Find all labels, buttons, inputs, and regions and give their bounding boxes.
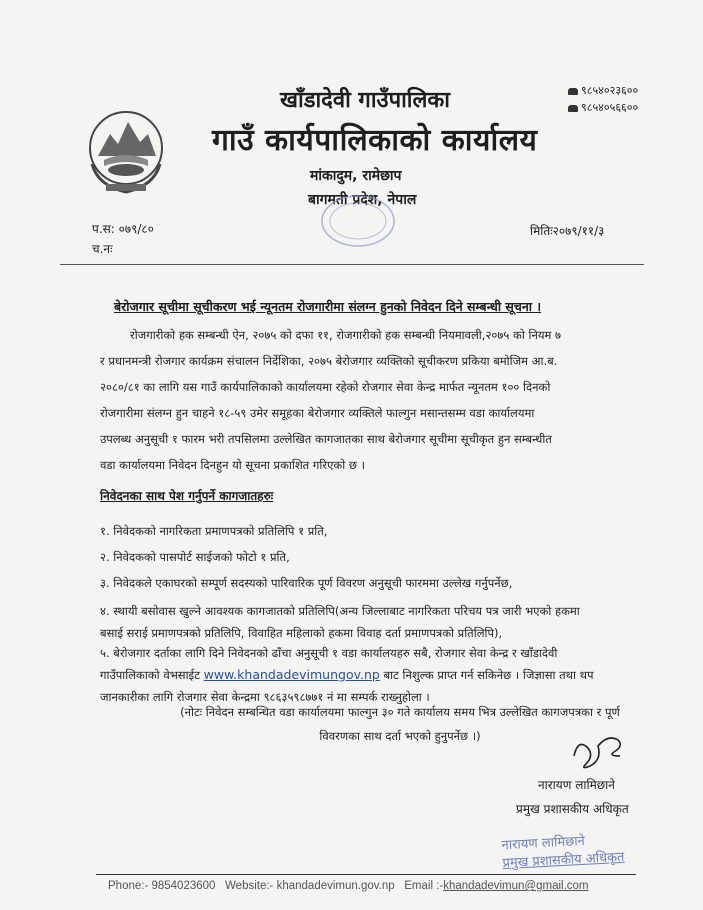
signatory-title: प्रमुख प्रशासकीय अधिकृत <box>516 802 629 816</box>
requirement-item-5: ५. बेरोजगार दर्ताका लागि दिने निवेदनको ढाँचा अनुसूची १ वडा कार्यालयहरु सबै, रोजगार सेवा केन्द्र र खाँडादेवी गाउँपालिकाको वेभसाईट www.khandadevimungov.np बाट निशुल्क प्राप्त गर्न सकिनेछ । जिज्ञासा तथा थप जानकारीका लागि रोजगार सेवा केन्द्रमा ९८६३५९८७७१ नं मा सम्पर्क राख्नुहोला । <box>100 646 594 704</box>
telephone-icon <box>568 88 578 95</box>
phone-number-1: ९८५४०२३६०० <box>568 82 638 99</box>
notice-line: २०८०/८१ का लागि यस गाउँ कार्यपालिकाको कार्यालयमा रहेको रोजगार सेवा केन्द्र मार्फत न्यूनतम १०० दिनको <box>100 380 551 394</box>
requirement-item-2: २. निवेदकको पासपोर्ट साईजको फोटो १ प्रति, <box>100 550 290 564</box>
signatory-name: नारायण लामिछाने <box>538 778 615 792</box>
phone-numbers <box>568 82 638 116</box>
reference-number: प.स: ०७९/८० <box>92 222 154 236</box>
footer-phone: Phone:- 9854023600 <box>108 880 216 892</box>
dispatch-number: च.नः <box>92 242 113 256</box>
nepal-government-emblem-icon <box>84 104 168 200</box>
address-line2: बागमती प्रदेश, नेपाल <box>308 192 417 208</box>
notice-line: वडा कार्यालयमा निवेदन दिनहुन यो सूचना प्रकाशित गरिएको छ । <box>100 458 365 472</box>
requirement-item-3: ३. निवेदकले एकाघरको सम्पूर्ण सदस्यको पारिवारिक पूर्ण विवरण अनुसूची फारममा उल्लेख गर्नुपर्नेछ, <box>100 576 513 590</box>
requirements-title: निवेदनका साथ पेश गर्नुपर्ने कागजातहरुः <box>100 489 274 503</box>
signature-icon <box>568 726 628 774</box>
footer-divider <box>96 874 636 875</box>
requirement-item-1: १. निवेदकको नागरिकता प्रमाणपत्रको प्रतिलिपि १ प्रति, <box>100 524 328 538</box>
notice-line: रोजगारीको हक सम्बन्धी ऐन, २०७५ को दफा ११, रोजगारीको हक सम्बन्धी नियमावली,२०७५ को नियम ७ <box>130 328 562 342</box>
requirement-item-4: ४. स्थायी बसोवास खुल्ने आवश्यक कागजातको प्रतिलिपि(अन्य जिल्लाबाट नागरिकता परिचय पत्र जारी भएको हकमा बसाई सराई प्रमाणपत्रको प्रतिलिपि, विवाहित महिलाको हकमा विवाह दर्ता प्रमाणपत्रको प्रतिलिपि), <box>100 604 580 640</box>
footer-email-label: Email :- <box>404 880 444 892</box>
signatory-stamp: नारायण लामिछाने प्रमुख प्रशासकीय अधिकृत <box>501 833 625 872</box>
telephone-icon <box>568 105 578 112</box>
notice-body <box>100 322 645 478</box>
header-divider <box>60 264 644 265</box>
phone-number-2: ९८५४०५६६०० <box>568 99 638 116</box>
notice-title: बेरोजगार सूचीमा सूचीकरण भई न्यूनतम रोजगारीमा संलग्न हुनको निवेदन दिने सम्बन्धी सूचना । <box>114 299 542 314</box>
municipality-name: खाँडादेवी गाउँपालिका <box>280 88 450 113</box>
office-seal-icon <box>318 192 398 250</box>
footer-website[interactable]: Website:- khandadevimun.gov.np <box>225 880 395 892</box>
footer-email[interactable]: khandadevimun@gmail.com <box>443 880 589 892</box>
notice-line: उपलब्ध अनुसूची १ फारम भरी तपसिलमा उल्लेखित कागजातका साथ बेरोजगार सूचीमा सूचीकृत हुन सम्बन्धीत <box>100 432 552 446</box>
letter-date: मितिः२०७९/११/३ <box>530 224 605 238</box>
website-link[interactable]: www.khandadevimungov.np <box>203 667 380 682</box>
notice-line: र प्रधानमन्त्री रोजगार कार्यक्रम संचालन निर्देशिका, २०७५ बेरोजगार व्यक्तिको सूचीकरण प्रकिया बमोजिम आ.ब. <box>100 354 558 368</box>
note: (नोटः निवेदन सम्बन्धित वडा कार्यालयमा फाल्गुन ३० गते कार्यालय समय भित्र उल्लेखित कागजपत्रका र पूर्ण विवरणका साथ दर्ता भएको हुनुपर्नेछ ।) <box>180 705 620 743</box>
notice-line: रोजगारीमा संलग्न हुन चाहने १८-५९ उमेर समूहका बेरोजगार व्यक्तिले फाल्गुन मसान्तसम्म वडा कार्यालयमा <box>100 406 535 420</box>
footer-contact <box>108 880 589 892</box>
address-line1: मांकादुम, रामेछाप <box>310 168 402 184</box>
office-name: गाउँ कार्यपालिकाको कार्यालय <box>212 123 538 158</box>
